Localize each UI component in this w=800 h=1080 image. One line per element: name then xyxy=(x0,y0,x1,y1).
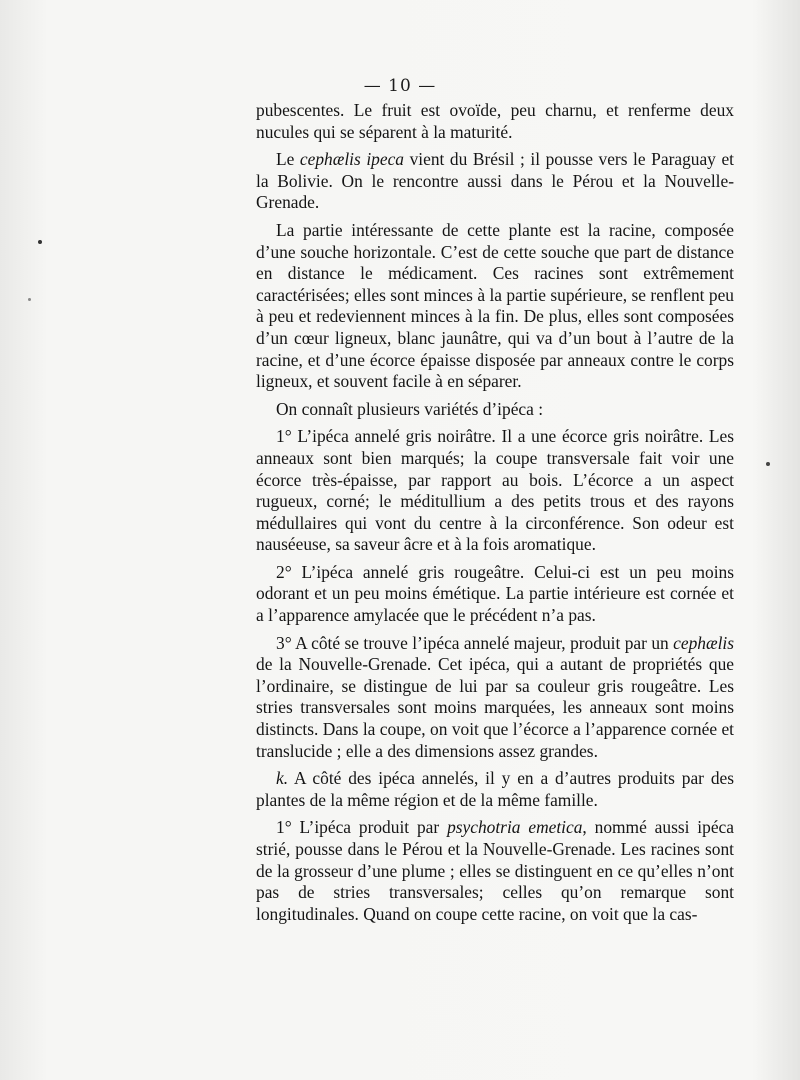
text-run: Le xyxy=(276,149,300,170)
text-run: La partie intéressante de cette plante est la racine, composée d’une souche horizontale. C’est de cette souche que part de distance en distance le médicament. Ces racines sont extrêmement caractérisées; elles sont minces à la partie supérieure, se renflent peu à peu et redeviennent minces à la fin. De plus, elles sont composées d’un cœur ligneux, blanc jaunâtre, qui va d’un bout à l’autre de la racine, et d’une écorce épaisse disposée par anneaux contre le corps ligneux, et souvent facile à en séparer. xyxy=(256,219,734,392)
margin-mark xyxy=(38,240,42,244)
paragraph xyxy=(256,220,734,393)
paragraph xyxy=(256,426,734,556)
paragraph xyxy=(256,768,734,811)
margin-mark-right xyxy=(766,462,770,466)
margin-mark-faint xyxy=(28,298,31,301)
paragraph xyxy=(256,633,734,763)
text-run: pubescentes. Le fruit est ovoïde, peu charnu, et renferme deux nucules qui se séparent à la maturité. xyxy=(256,100,734,142)
italic-term: cephælis xyxy=(673,632,734,653)
paragraph xyxy=(256,399,734,421)
text-run: de la Nouvelle-Grenade. Cet ipéca, qui a autant de propriétés que l’ordinaire, se distingue de lui par sa couleur gris rougeâtre. Les stries transversales sont moins marquées, les anneaux sont moins distincts. Dans la coupe, on voit que l’écorce a l’apparence cornée et translucide ; elle a des dimensions assez grandes. xyxy=(256,654,734,761)
text-run: 2° L’ipéca annelé gris rougeâtre. Celui-ci est un peu moins odorant et un peu moins émétique. La partie intérieure est cornée et a l’apparence amylacée que le précédent n’a pas. xyxy=(256,561,734,626)
italic-term: cephælis ipeca xyxy=(299,149,405,170)
paragraph xyxy=(256,100,734,143)
text-run: 1° L’ipéca produit par xyxy=(276,817,448,838)
text-run: A côté des ipéca annelés, il y en a d’autres produits par des plantes de la même région et de la même famille. xyxy=(256,768,734,810)
text-run: 3° A côté se trouve l’ipéca annelé majeur, produit par un xyxy=(276,632,674,653)
italic-term: k. xyxy=(276,768,289,789)
paragraph xyxy=(256,149,734,214)
text-run: , nommé aussi ipéca strié, pousse dans le Pérou et la Nouvelle-Grenade. Les racines sont de la grosseur d’une plume ; elles se distinguent en ce qu’elles n’ont pas de stries transversales; celles qu’on remarque sont longitudinales. Quand on coupe cette racine, on voit que la cas- xyxy=(256,817,734,924)
page-number: — 10 — xyxy=(363,76,437,96)
italic-term: psychotria emetica xyxy=(447,817,583,838)
paragraph xyxy=(256,817,734,925)
text-run: vient du Brésil ; il pousse vers le Paraguay et la Bolivie. On le rencontre aussi dans le Pérou et la Nouvelle-Grenade. xyxy=(256,149,734,213)
text-run: On connaît plusieurs variétés d’ipéca : xyxy=(276,398,544,419)
paragraph xyxy=(256,562,734,627)
body-text xyxy=(256,100,734,931)
text-run: 1° L’ipéca annelé gris noirâtre. Il a une écorce gris noirâtre. Les anneaux sont bien marqués; la coupe transversale fait voir une écorce très-épaisse, par rapport au bois. L’écorce a un aspect rugueux, corné; le méditullium a des petits trous et des rayons médullaires qui vont du centre à la circonférence. Son odeur est nauséeuse, sa saveur âcre et à la fois aromatique. xyxy=(256,426,734,555)
